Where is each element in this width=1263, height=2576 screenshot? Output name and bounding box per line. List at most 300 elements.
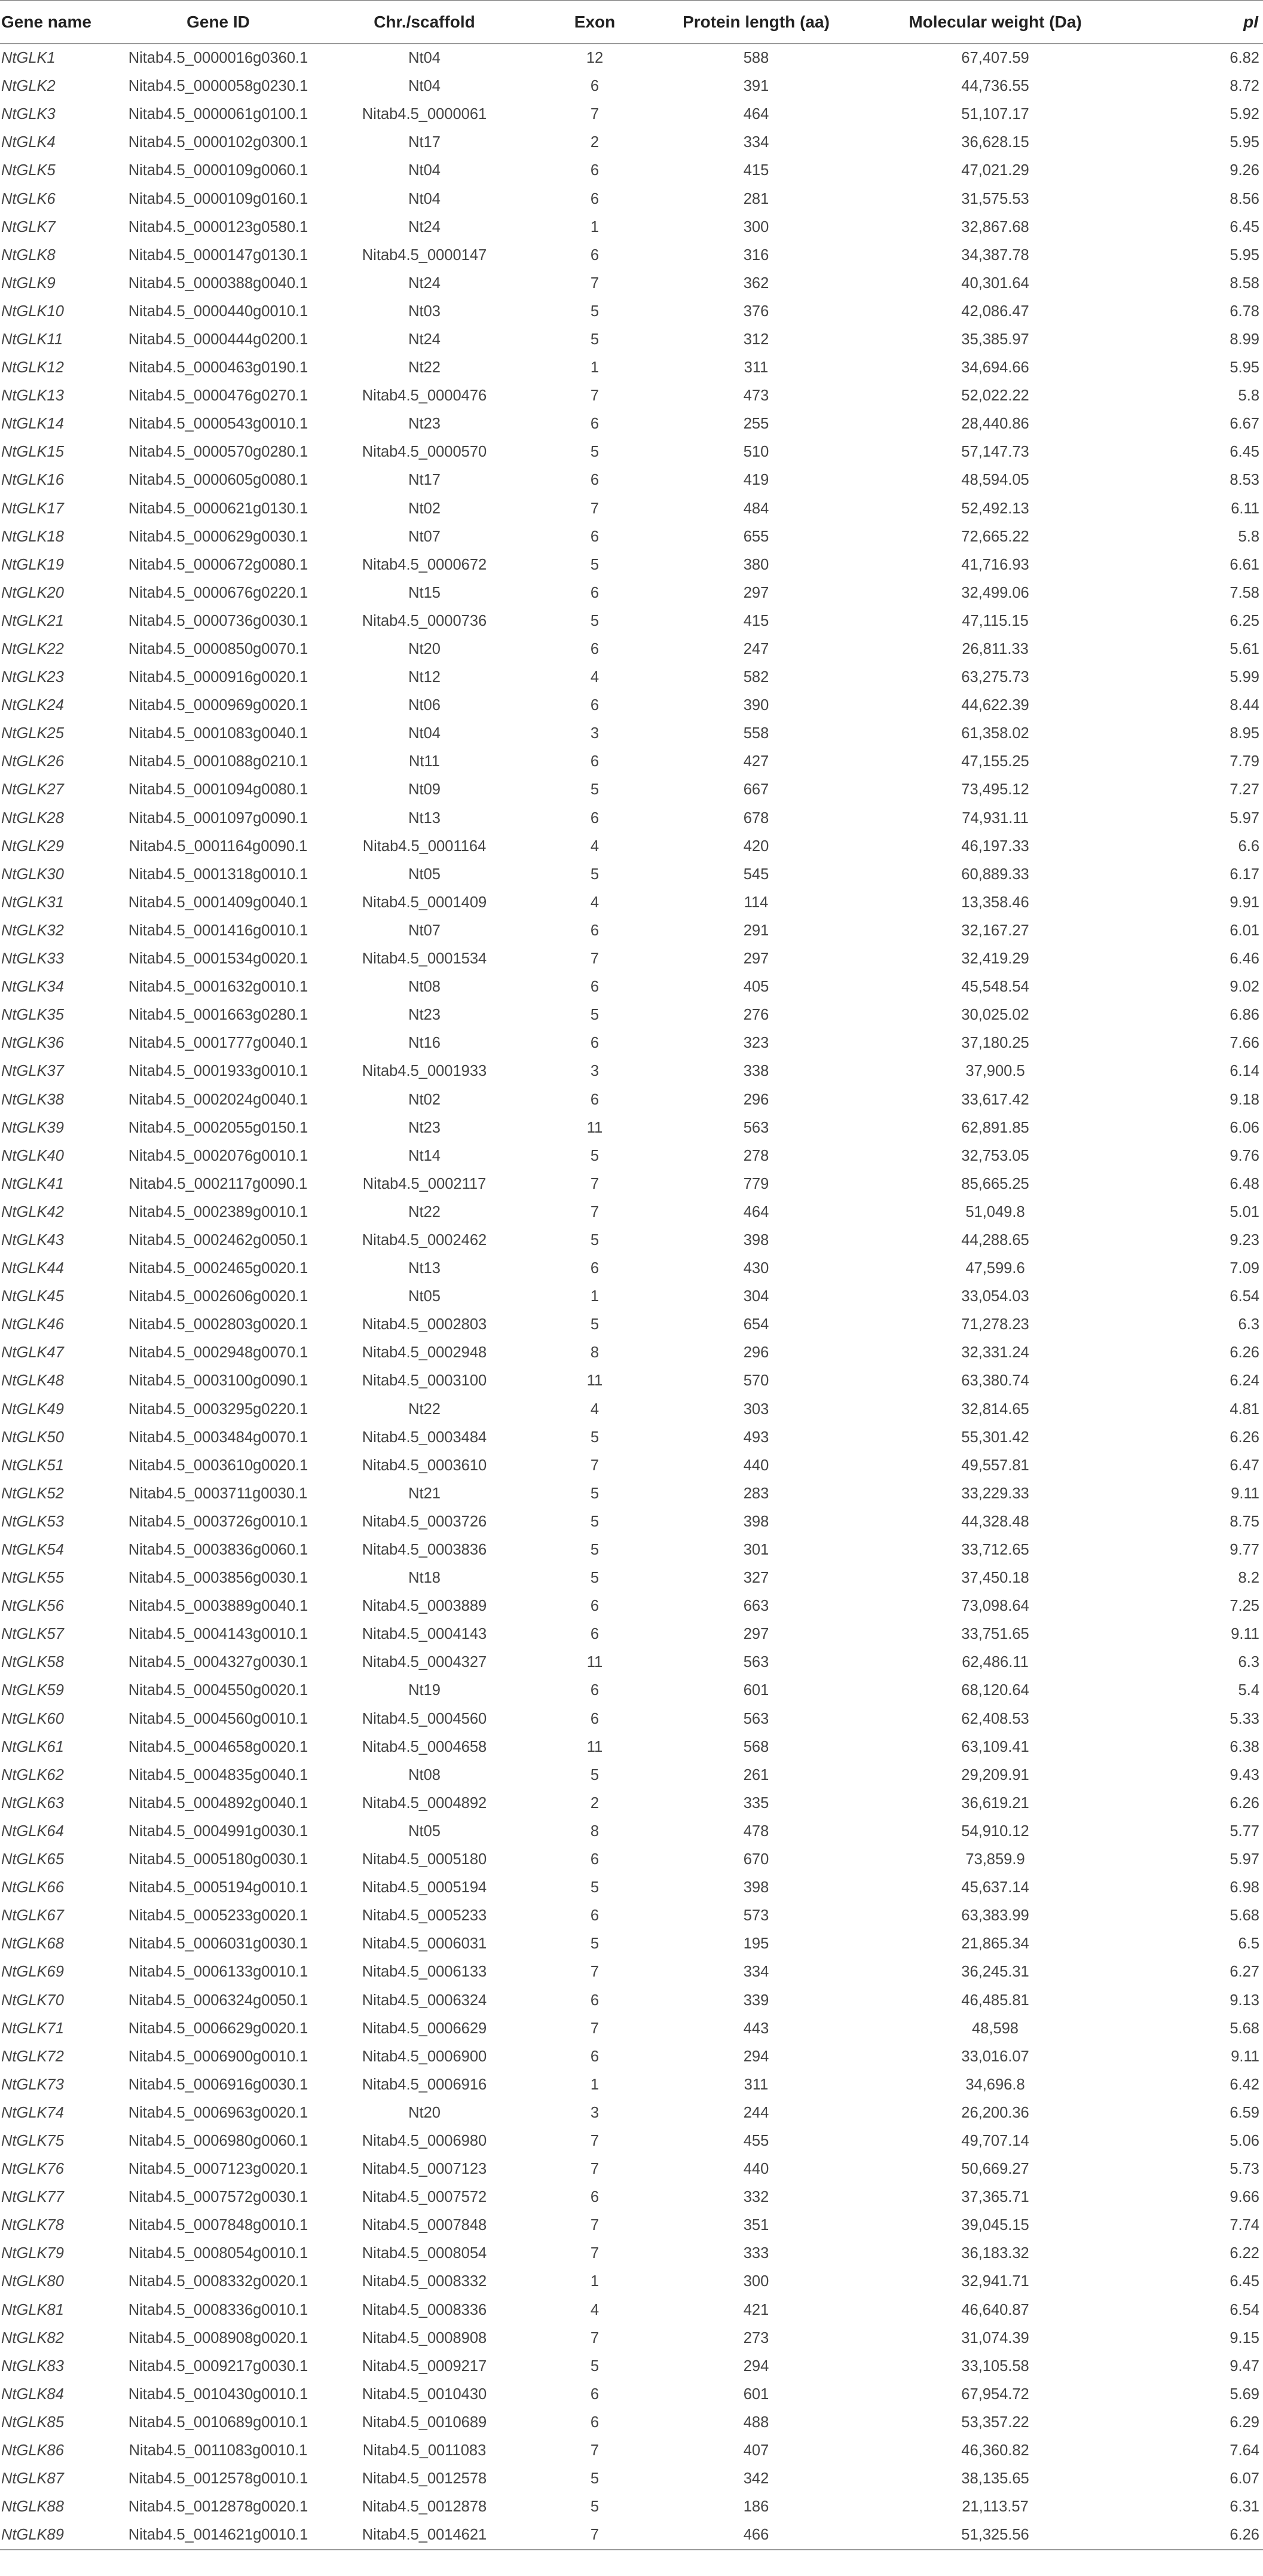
- cell-molecular-weight: 44,328.48: [961, 1513, 1029, 1530]
- cell-gene-name: NtGLK50: [1, 1428, 64, 1446]
- cell-molecular-weight: 38,135.65: [961, 2470, 1029, 2488]
- cell-exon: 5: [590, 331, 600, 348]
- cell-gene-name: NtGLK82: [1, 2329, 64, 2346]
- cell-protein-length: 667: [743, 781, 769, 799]
- cell-gene-id: Nitab4.5_0004991g0030.1: [128, 1822, 308, 1840]
- cell-gene-id: Nitab4.5_0006916g0030.1: [128, 2076, 308, 2093]
- cell-exon: 5: [590, 1541, 600, 1559]
- cell-exon: 6: [590, 1851, 600, 1868]
- table-row: [0, 1620, 1263, 1648]
- cell-pi: 5.68: [1230, 1907, 1259, 1925]
- cell-chr-scaffold: Nt04: [408, 190, 441, 207]
- cell-chr-scaffold: Nitab4.5_0007572: [362, 2189, 487, 2206]
- header-gene-id: Gene ID: [120, 1, 317, 44]
- table-row: [0, 2409, 1263, 2437]
- cell-molecular-weight: 21,113.57: [962, 2498, 1029, 2516]
- table-row: [0, 1057, 1263, 1085]
- table-row: [0, 1114, 1263, 1142]
- cell-chr-scaffold: Nitab4.5_0000672: [362, 556, 487, 573]
- table-row: [0, 804, 1263, 833]
- cell-gene-name: NtGLK16: [1, 472, 64, 489]
- cell-exon: 11: [586, 1372, 603, 1390]
- cell-chr-scaffold: Nitab4.5_0003726: [362, 1513, 487, 1530]
- cell-gene-name: NtGLK48: [1, 1372, 64, 1390]
- table-row: [0, 495, 1263, 523]
- cell-pi: 9.11: [1231, 2048, 1259, 2065]
- cell-exon: 5: [590, 556, 600, 573]
- cell-exon: 4: [590, 837, 600, 855]
- cell-exon: 6: [590, 78, 600, 95]
- cell-gene-id: Nitab4.5_0000621g0130.1: [128, 500, 308, 517]
- cell-pi: 9.18: [1230, 1091, 1259, 1108]
- table-row: [0, 1142, 1263, 1170]
- cell-molecular-weight: 13,358.46: [961, 894, 1029, 911]
- cell-gene-name: NtGLK46: [1, 1316, 64, 1333]
- cell-molecular-weight: 62,891.85: [961, 1119, 1029, 1136]
- cell-gene-id: Nitab4.5_0004143g0010.1: [128, 1626, 308, 1643]
- cell-chr-scaffold: Nt13: [408, 1260, 441, 1277]
- cell-pi: 6.82: [1230, 50, 1259, 67]
- table-row: [0, 1452, 1263, 1480]
- cell-molecular-weight: 44,288.65: [961, 1231, 1029, 1249]
- cell-protein-length: 186: [743, 2498, 769, 2516]
- cell-pi: 8.72: [1230, 78, 1259, 95]
- header-protein-length: Protein length (aa): [658, 1, 855, 44]
- cell-chr-scaffold: Nt23: [408, 1119, 441, 1136]
- cell-pi: 6.01: [1230, 922, 1259, 939]
- cell-protein-length: 376: [743, 302, 769, 320]
- table-row: [0, 2043, 1263, 2071]
- cell-chr-scaffold: Nitab4.5_0003836: [362, 1541, 487, 1559]
- cell-gene-name: NtGLK89: [0, 2521, 120, 2550]
- cell-protein-length: 334: [743, 134, 769, 151]
- cell-gene-id: Nitab4.5_0001097g0090.1: [128, 809, 308, 827]
- cell-exon: 6: [590, 2413, 600, 2431]
- cell-pi: 7.27: [1230, 781, 1259, 799]
- cell-gene-name: NtGLK45: [1, 1288, 64, 1305]
- cell-exon: 6: [590, 472, 600, 489]
- cell-chr-scaffold: Nt23: [408, 415, 441, 433]
- cell-gene-id: Nitab4.5_0003295g0220.1: [128, 1400, 308, 1418]
- cell-pi: 6.38: [1230, 1738, 1259, 1755]
- cell-protein-length: 568: [743, 1738, 769, 1755]
- cell-molecular-weight: 73,495.12: [961, 781, 1029, 799]
- cell-gene-name: NtGLK7: [1, 218, 56, 235]
- header-exon: Exon: [532, 1, 658, 44]
- cell-chr-scaffold: Nt23: [408, 1006, 441, 1024]
- cell-gene-id: Nitab4.5_0000123g0580.1: [128, 218, 308, 235]
- cell-exon: 1: [590, 2273, 600, 2290]
- cell-pi: 6.22: [1230, 2245, 1259, 2262]
- cell-protein-length: 415: [743, 612, 769, 629]
- cell-chr-scaffold: Nt22: [408, 1203, 441, 1220]
- cell-molecular-weight: 73,098.64: [961, 1598, 1029, 1615]
- cell-molecular-weight: 73,859.9: [965, 1851, 1025, 1868]
- cell-molecular-weight: 33,229.33: [961, 1485, 1029, 1502]
- cell-gene-name: NtGLK22: [1, 641, 64, 658]
- cell-exon: 5: [590, 2498, 600, 2516]
- table-row: [0, 1648, 1263, 1676]
- cell-protein-length: 464: [743, 1203, 769, 1220]
- cell-pi: 6.11: [1231, 500, 1259, 517]
- cell-protein-length: 570: [743, 1372, 769, 1390]
- cell-pi: 9.26: [1230, 162, 1259, 179]
- cell-exon: 3: [590, 1063, 600, 1080]
- cell-gene-name: NtGLK58: [1, 1654, 64, 1671]
- cell-pi: 7.74: [1230, 2217, 1259, 2234]
- cell-exon: 7: [590, 950, 600, 968]
- cell-protein-length: 473: [743, 387, 769, 405]
- cell-gene-name: NtGLK73: [1, 2076, 64, 2093]
- cell-exon: 7: [590, 1203, 600, 1220]
- cell-gene-name: NtGLK39: [1, 1119, 64, 1136]
- cell-molecular-weight: 47,155.25: [961, 753, 1029, 770]
- cell-protein-length: 488: [743, 2413, 769, 2431]
- cell-molecular-weight: 37,180.25: [961, 1035, 1029, 1052]
- cell-molecular-weight: 33,617.42: [961, 1091, 1029, 1108]
- cell-molecular-weight: 35,385.97: [961, 331, 1029, 348]
- cell-exon: 4: [590, 669, 600, 686]
- cell-exon: 6: [590, 584, 600, 601]
- cell-gene-id: Nitab4.5_0001663g0280.1: [128, 1006, 308, 1024]
- table-row: [0, 889, 1263, 917]
- cell-exon: 6: [590, 1260, 600, 1277]
- table-row: [0, 1311, 1263, 1339]
- cell-exon: 7: [590, 2020, 600, 2037]
- cell-protein-length: 297: [743, 950, 769, 968]
- cell-exon: 5: [590, 865, 600, 883]
- cell-pi: 6.3: [1238, 1316, 1259, 1333]
- cell-gene-id: Nitab4.5_0006980g0060.1: [128, 2132, 308, 2149]
- cell-exon: 4: [590, 894, 600, 911]
- cell-exon: 5: [590, 1147, 600, 1164]
- cell-protein-length: 255: [743, 415, 769, 433]
- table-row: [0, 692, 1263, 720]
- cell-chr-scaffold: Nt05: [408, 865, 441, 883]
- cell-gene-id: Nitab4.5_0002076g0010.1: [128, 1147, 308, 1164]
- cell-pi: 5.69: [1230, 2385, 1259, 2403]
- table-row: [0, 1226, 1263, 1255]
- cell-chr-scaffold: Nitab4.5_0004892: [362, 1794, 487, 1812]
- cell-exon: 6: [590, 1598, 600, 1615]
- cell-gene-id: Nitab4.5_0010689g0010.1: [128, 2413, 308, 2431]
- cell-protein-length: 601: [743, 1682, 769, 1699]
- cell-gene-name: NtGLK1: [1, 50, 56, 67]
- cell-molecular-weight: 61,358.02: [961, 725, 1029, 742]
- cell-gene-name: NtGLK61: [1, 1738, 64, 1755]
- cell-protein-length: 351: [743, 2217, 769, 2234]
- cell-gene-name: NtGLK10: [1, 302, 64, 320]
- cell-gene-name: NtGLK67: [1, 1907, 64, 1925]
- cell-chr-scaffold: Nt24: [408, 331, 441, 348]
- cell-pi: 5.97: [1230, 1851, 1259, 1868]
- cell-molecular-weight: 49,707.14: [961, 2132, 1029, 2149]
- cell-exon: 1: [590, 218, 600, 235]
- cell-gene-id: Nitab4.5_0006031g0030.1: [128, 1935, 308, 1953]
- cell-protein-length: 294: [743, 2048, 769, 2065]
- cell-gene-id: Nitab4.5_0010430g0010.1: [128, 2385, 308, 2403]
- cell-protein-length: 678: [743, 809, 769, 827]
- cell-protein-length: 443: [743, 2020, 769, 2037]
- cell-gene-name: NtGLK79: [1, 2245, 64, 2262]
- cell-pi: 6.46: [1230, 950, 1259, 968]
- table-row: [0, 1818, 1263, 1846]
- cell-gene-id: Nitab4.5_0012878g0020.1: [128, 2498, 308, 2516]
- cell-pi: 6.26: [1230, 1794, 1259, 1812]
- cell-molecular-weight: 36,619.21: [961, 1794, 1029, 1812]
- table-row: [0, 2183, 1263, 2211]
- cell-chr-scaffold: Nt05: [408, 1288, 441, 1305]
- cell-gene-name: NtGLK66: [1, 1879, 64, 1896]
- cell-protein-length: 390: [743, 697, 769, 714]
- cell-molecular-weight: 33,054.03: [961, 1288, 1029, 1305]
- table-row: [0, 635, 1263, 663]
- cell-pi: 6.86: [1230, 1006, 1259, 1024]
- cell-protein-length: 573: [743, 1907, 769, 1925]
- cell-molecular-weight: 51,107.17: [961, 106, 1029, 123]
- cell-pi: 9.91: [1230, 894, 1259, 911]
- cell-gene-id: Nitab4.5_0003484g0070.1: [128, 1428, 308, 1446]
- cell-protein-length: 323: [743, 1035, 769, 1052]
- cell-gene-id: Nitab4.5_0004835g0040.1: [128, 1766, 308, 1783]
- table-row: [0, 1508, 1263, 1536]
- table-row: [0, 2268, 1263, 2296]
- cell-chr-scaffold: Nitab4.5_0008908: [362, 2329, 487, 2346]
- table-row: [0, 1029, 1263, 1057]
- cell-gene-name: NtGLK62: [1, 1766, 64, 1783]
- table-row: [0, 1339, 1263, 1367]
- table-row: [0, 579, 1263, 607]
- cell-pi: 7.09: [1230, 1260, 1259, 1277]
- cell-protein-length: 415: [743, 162, 769, 179]
- table-row: [0, 2155, 1263, 2183]
- cell-pi: 7.66: [1230, 1035, 1259, 1052]
- cell-gene-name: NtGLK80: [1, 2273, 64, 2290]
- header-pi: [1136, 1, 1263, 44]
- table-row: [0, 2324, 1263, 2352]
- cell-pi: 8.44: [1230, 697, 1259, 714]
- cell-chr-scaffold: Nt04: [408, 50, 441, 67]
- table-row: [0, 523, 1263, 551]
- cell-protein-length: 440: [743, 2161, 769, 2178]
- table-row: [0, 1705, 1263, 1733]
- cell-chr-scaffold: Nitab4.5_0011083: [362, 2442, 487, 2459]
- cell-gene-name: NtGLK37: [1, 1063, 64, 1080]
- cell-pi: 7.64: [1230, 2442, 1259, 2459]
- cell-gene-name: NtGLK70: [1, 1991, 64, 2009]
- cell-chr-scaffold: Nitab4.5_0002803: [362, 1316, 487, 1333]
- cell-molecular-weight: 33,016.07: [961, 2048, 1029, 2065]
- table-row: [0, 241, 1263, 270]
- cell-molecular-weight: 46,640.87: [961, 2301, 1029, 2318]
- cell-pi: 9.43: [1230, 1766, 1259, 1783]
- cell-chr-scaffold: Nitab4.5_0010689: [362, 2413, 487, 2431]
- cell-pi: 9.15: [1230, 2329, 1259, 2346]
- cell-exon: 5: [590, 1316, 600, 1333]
- cell-gene-name: NtGLK35: [1, 1006, 64, 1024]
- cell-protein-length: 195: [743, 1935, 769, 1953]
- cell-exon: 1: [590, 1288, 600, 1305]
- cell-gene-id: Nitab4.5_0003711g0030.1: [129, 1485, 308, 1502]
- cell-gene-id: Nitab4.5_0000629g0030.1: [128, 528, 308, 545]
- cell-gene-name: NtGLK41: [1, 1175, 64, 1192]
- cell-exon: 8: [590, 1344, 600, 1362]
- cell-gene-name: NtGLK29: [1, 837, 64, 855]
- cell-exon: 3: [590, 725, 600, 742]
- cell-chr-scaffold: Nt17: [408, 134, 441, 151]
- cell-molecular-weight: 36,628.15: [961, 134, 1029, 151]
- cell-exon: 6: [590, 641, 600, 658]
- cell-gene-name: NtGLK18: [1, 528, 64, 545]
- cell-gene-id: Nitab4.5_0000102g0300.1: [128, 134, 308, 151]
- cell-protein-length: 294: [743, 2357, 769, 2375]
- cell-gene-id: Nitab4.5_0000605g0080.1: [128, 472, 308, 489]
- cell-exon: 7: [590, 2245, 600, 2262]
- cell-protein-length: 339: [743, 1991, 769, 2009]
- cell-pi: 7.58: [1230, 584, 1259, 601]
- cell-gene-id: Nitab4.5_0000916g0020.1: [128, 669, 308, 686]
- cell-gene-id: Nitab4.5_0001777g0040.1: [128, 1035, 308, 1052]
- cell-gene-id: Nitab4.5_0004327g0030.1: [128, 1654, 308, 1671]
- cell-pi: 6.45: [1230, 2273, 1259, 2290]
- cell-gene-name: NtGLK49: [1, 1400, 64, 1418]
- cell-exon: 3: [590, 2104, 600, 2121]
- table-row: [0, 1930, 1263, 1958]
- table-row: [0, 2015, 1263, 2043]
- cell-gene-id: Nitab4.5_0000672g0080.1: [128, 556, 308, 573]
- cell-gene-id: Nitab4.5_0008054g0010.1: [128, 2245, 308, 2262]
- table-row: [0, 861, 1263, 889]
- cell-gene-id: Nitab4.5_0002055g0150.1: [128, 1119, 308, 1136]
- cell-molecular-weight: 52,022.22: [961, 387, 1029, 405]
- cell-molecular-weight: 39,045.15: [961, 2217, 1029, 2234]
- cell-chr-scaffold: Nitab4.5_0008336: [362, 2301, 487, 2318]
- cell-molecular-weight: 54,910.12: [961, 1822, 1029, 1840]
- cell-gene-id: Nitab4.5_0002465g0020.1: [128, 1260, 308, 1277]
- cell-protein-length: 563: [743, 1654, 769, 1671]
- table-row: [0, 466, 1263, 494]
- cell-chr-scaffold: Nt06: [408, 697, 441, 714]
- table-row: [0, 1676, 1263, 1705]
- cell-chr-scaffold: Nitab4.5_0003484: [362, 1428, 487, 1446]
- cell-protein-length: 303: [743, 1400, 769, 1418]
- header-gene-name: Gene name: [0, 1, 120, 44]
- table-row: [0, 1198, 1263, 1226]
- cell-protein-length: 261: [743, 1766, 769, 1783]
- cell-gene-id: Nitab4.5_0011083g0010.1: [129, 2442, 308, 2459]
- cell-pi: 5.95: [1230, 134, 1259, 151]
- cell-molecular-weight: 46,485.81: [961, 1991, 1029, 2009]
- cell-gene-name: NtGLK72: [1, 2048, 64, 2065]
- cell-chr-scaffold: Nitab4.5_0004658: [362, 1738, 487, 1755]
- cell-gene-name: NtGLK34: [1, 978, 64, 996]
- cell-molecular-weight: 63,380.74: [961, 1372, 1029, 1390]
- cell-gene-id: Nitab4.5_0005180g0030.1: [128, 1851, 308, 1868]
- cell-gene-id: Nitab4.5_0006963g0020.1: [128, 2104, 308, 2121]
- table-row: [0, 1902, 1263, 1930]
- cell-protein-length: 273: [743, 2329, 769, 2346]
- cell-molecular-weight: 32,867.68: [961, 218, 1029, 235]
- cell-molecular-weight: 32,941.71: [961, 2273, 1029, 2290]
- cell-pi: 6.61: [1230, 556, 1259, 573]
- cell-molecular-weight: 67,407.59: [961, 50, 1029, 67]
- cell-chr-scaffold: Nt05: [408, 1822, 441, 1840]
- cell-gene-name: NtGLK68: [1, 1935, 64, 1953]
- cell-molecular-weight: 51,049.8: [965, 1203, 1025, 1220]
- cell-pi: 6.59: [1230, 2104, 1259, 2121]
- cell-gene-id: Nitab4.5_0001534g0020.1: [128, 950, 308, 968]
- cell-protein-length: 430: [743, 1260, 769, 1277]
- cell-chr-scaffold: Nt16: [408, 1035, 441, 1052]
- cell-protein-length: 338: [743, 1063, 769, 1080]
- table-row: [0, 157, 1263, 185]
- cell-gene-id: Nitab4.5_0009217g0030.1: [128, 2357, 308, 2375]
- cell-protein-length: 421: [743, 2301, 769, 2318]
- cell-pi: 5.8: [1238, 528, 1259, 545]
- cell-protein-length: 455: [743, 2132, 769, 2149]
- cell-gene-name: NtGLK77: [1, 2189, 64, 2206]
- cell-gene-id: Nitab4.5_0000463g0190.1: [128, 359, 308, 377]
- cell-gene-id: Nitab4.5_0001083g0040.1: [128, 725, 308, 742]
- table-row: [0, 2071, 1263, 2099]
- cell-pi: 6.17: [1230, 865, 1259, 883]
- cell-protein-length: 114: [744, 894, 769, 911]
- table-row: [0, 2437, 1263, 2465]
- cell-gene-name: NtGLK12: [1, 359, 64, 377]
- cell-chr-scaffold: Nitab4.5_0009217: [362, 2357, 487, 2375]
- cell-chr-scaffold: Nitab4.5_0006900: [362, 2048, 487, 2065]
- cell-gene-name: NtGLK23: [1, 669, 64, 686]
- cell-gene-name: NtGLK55: [1, 1570, 64, 1587]
- cell-pi: 9.66: [1230, 2189, 1259, 2206]
- cell-gene-name: NtGLK43: [1, 1231, 64, 1249]
- cell-pi: 5.99: [1230, 669, 1259, 686]
- cell-pi: 4.81: [1230, 1400, 1259, 1418]
- cell-gene-id: Nitab4.5_0001094g0080.1: [128, 781, 308, 799]
- cell-protein-length: 334: [743, 1963, 769, 1981]
- cell-molecular-weight: 32,419.29: [961, 950, 1029, 968]
- cell-molecular-weight: 32,331.24: [961, 1344, 1029, 1362]
- cell-pi: 5.77: [1230, 1822, 1259, 1840]
- cell-protein-length: 484: [743, 500, 769, 517]
- cell-molecular-weight: 62,486.11: [962, 1654, 1029, 1671]
- header-pi-suffix: I: [1253, 13, 1258, 31]
- cell-gene-name: NtGLK9: [1, 274, 56, 292]
- table-row: [0, 354, 1263, 382]
- cell-pi: 7.79: [1230, 753, 1259, 770]
- cell-gene-id: Nitab4.5_0007848g0010.1: [128, 2217, 308, 2234]
- cell-pi: 8.99: [1230, 331, 1259, 348]
- cell-protein-length: 300: [743, 218, 769, 235]
- cell-chr-scaffold: Nitab4.5_0012578: [362, 2470, 487, 2488]
- cell-gene-id: Nitab4.5_0003726g0010.1: [128, 1513, 308, 1530]
- cell-protein-length: 304: [743, 1288, 769, 1305]
- cell-molecular-weight: 48,594.05: [961, 472, 1029, 489]
- cell-gene-name: NtGLK26: [1, 753, 64, 770]
- cell-gene-name: NtGLK81: [1, 2301, 64, 2318]
- cell-pi: 9.23: [1230, 1231, 1259, 1249]
- cell-exon: 5: [590, 443, 600, 461]
- cell-gene-id: Nitab4.5_0002117g0090.1: [129, 1175, 308, 1192]
- cell-gene-id: Nitab4.5_0008908g0020.1: [128, 2329, 308, 2346]
- cell-exon: 7: [532, 2521, 658, 2550]
- cell-chr-scaffold: Nitab4.5_0002948: [362, 1344, 487, 1362]
- cell-exon: 6: [590, 1035, 600, 1052]
- cell-gene-name: NtGLK54: [1, 1541, 64, 1559]
- cell-protein-length: 380: [743, 556, 769, 573]
- table-row: [0, 382, 1263, 410]
- cell-protein-length: 362: [743, 274, 769, 292]
